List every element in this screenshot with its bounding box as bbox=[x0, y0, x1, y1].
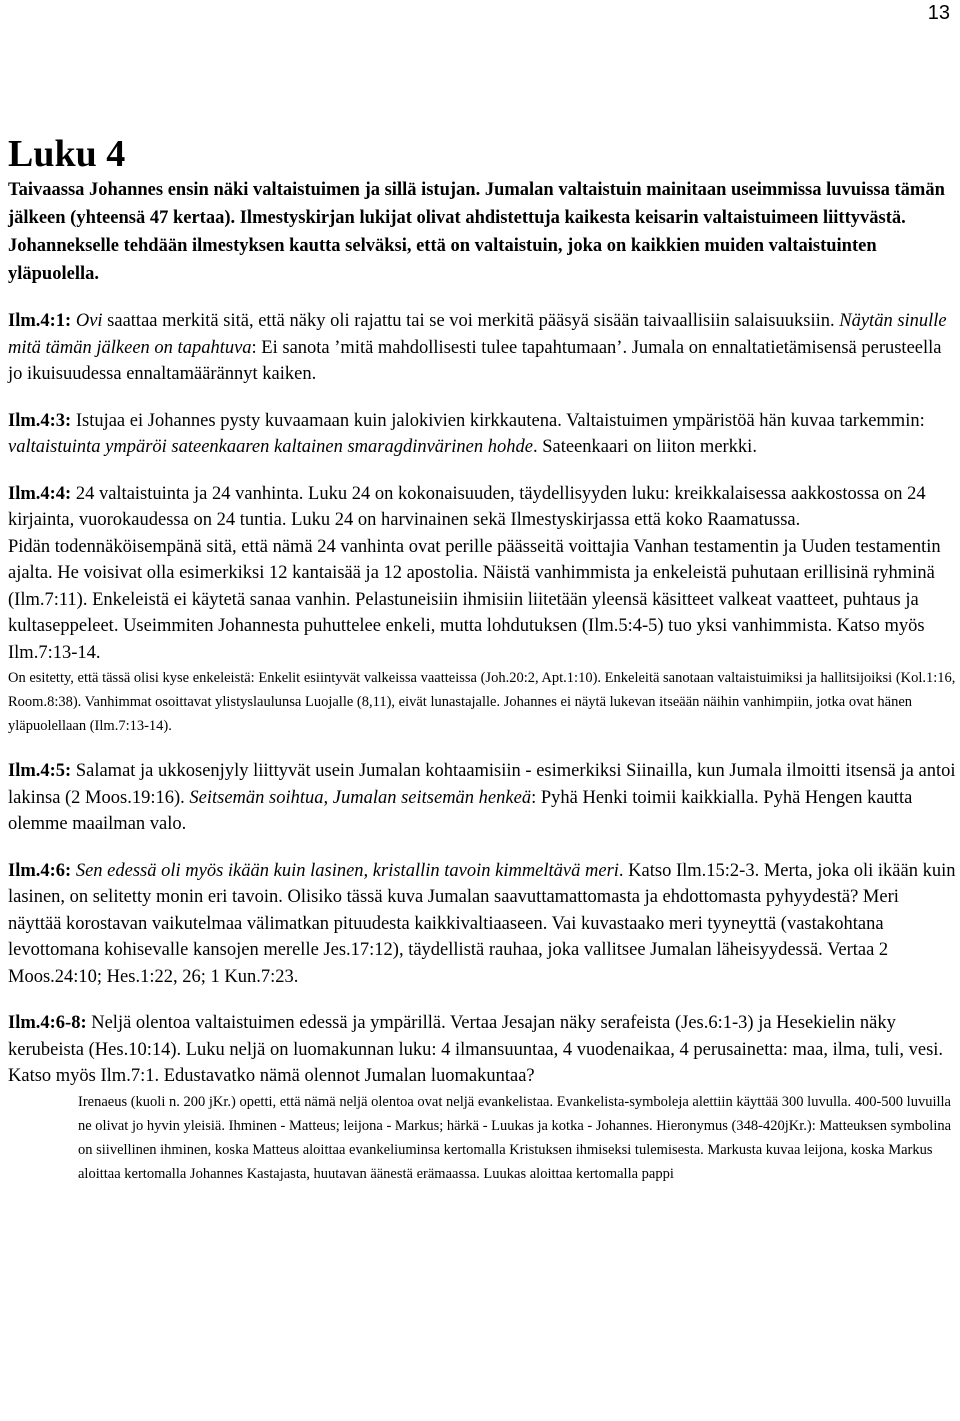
text: . Sateenkaari on liiton merkki. bbox=[532, 437, 757, 457]
text: : Ei sanota ’mitä mahdollisesti tulee tapahtumaan’. Jumala on ennaltatietämisensä perusteella jo ikuisuudessa ennaltamäärännyt kaiken. bbox=[8, 337, 942, 384]
page-number: 13 bbox=[927, 2, 950, 24]
paragraph-4-4 bbox=[8, 481, 956, 534]
text: Salamat ja ukkosenjyly liittyvät usein Jumalan kohtaamisiin - esimerkiksi Siinailla, kun Jumala ilmoitti itsensä ja antoi lakinsa (2 Moos.19:16). bbox=[8, 761, 956, 808]
verse-ref: Ilm.4:6-8: bbox=[8, 1013, 87, 1033]
text: . Katso Ilm.15:2-3. Merta, joka oli ikään kuin lasinen, on selitetty monin eri tavoin. Olisiko tässä kuva Jumalan saavuttamattomasta ja ehdottomasta pyhyydestä? Meri näyttää korostavan vaikutelmaa välimatkan pituudesta kaikkivaltiaaseen. Vai kuvastaako meri tyyneyttä (vastakohtana levottomana kohisevalle kansojen merelle Jes.17:12), täydellistä rauhaa, joka vallitsee Jumalan läheisyydessä. Vertaa 2 Moos.24:10; Hes.1:22, 26; 1 Kun.7:23. bbox=[8, 860, 956, 987]
quote: valtaistuinta ympäröi sateenkaaren kaltainen smaragdinvärinen hohde bbox=[8, 437, 533, 457]
paragraph-4-6-8 bbox=[8, 1010, 956, 1090]
text: 24 valtaistuinta ja 24 vanhinta. Luku 24 on kokonaisuuden, täydellisyyden luku: kreikkalaisessa aakkostossa on 24 kirjainta, vuorokaudessa on 24 tuntia. Luku 24 on harvinainen sekä Ilmestyskirjassa että koko Raamatussa. bbox=[8, 483, 926, 530]
intro-paragraph: Taivaassa Johannes ensin näki valtaistuimen ja sillä istujan. Jumalan valtaistuin mainitaan useimmissa luvuissa tämän jälkeen (yhteensä 47 kertaa). Ilmestyskirjan lukijat olivat ahdistettuja kaikesta keisarin valtaistuimeen liittyvästä. Johannekselle tehdään ilmestyksen kautta selväksi, että on valtaistuin, joka on kaikkien muiden valtaistuinten yläpuolella. bbox=[8, 180, 945, 284]
footnote-4-4: On esitetty, että tässä olisi kyse enkeleistä: Enkelit esiintyvät valkeissa vaatteissa (Joh.20:2, Apt.1:10). Enkeleitä sanotaan valtaistuimiksi ja hallitsijoiksi (Kol.1:16, Room.8:38). Vanhimmat osoittavat ylistyslaulunsa Luojalle (8,11), eivät lunastajalle. Johannes ei näytä lukevan itseään näihin vanhimpiin, jotka ovat hänen yläpuolellaan (Ilm.7:13-14). bbox=[8, 670, 956, 734]
quote: Sen edessä oli myös ikään kuin lasinen, kristallin tavoin kimmeltävä meri bbox=[75, 860, 619, 881]
paragraph-4-3 bbox=[8, 408, 956, 461]
verse-ref: Ilm.4:6: bbox=[8, 860, 72, 881]
verse-ref: Ilm.4:3: bbox=[8, 410, 72, 431]
quote: Seitsemän soihtua, Jumalan seitsemän henkeä bbox=[189, 787, 532, 808]
footnote-4-6-8: Irenaeus (kuoli n. 200 jKr.) opetti, että nämä neljä olentoa ovat neljä evankelistaa. Evankelista-symboleja alettiin käyttää 300 luvulla. 400-500 luvuilla ne olivat jo hyvin yleisiä. Ihminen - Matteus; leijona - Markus; härkä - Luukas ja kotka - Johannes. Hieronymus (348-420jKr.): Matteuksen symbolina on siivellinen ihminen, koska Matteus aloittaa evankeliuminsa kertomalla Kristuksen ihmiseksi tulemisesta. Markusta kuvaa leijona, koska Markus aloittaa kertomalla Johannes Kastajasta, huutavan äänestä erämaassa. Luukas aloittaa kertomalla pappi bbox=[78, 1093, 952, 1182]
quote: Ovi bbox=[75, 311, 103, 331]
verse-ref: Ilm.4:1: bbox=[8, 311, 72, 331]
document-body bbox=[8, 132, 956, 1186]
text: : Pyhä Henki toimii kaikkialla. Pyhä Hengen kautta olemme maailman valo. bbox=[8, 787, 913, 834]
quote: Näytän sinulle mitä tämän jälkeen on tapahtuva bbox=[8, 311, 947, 358]
paragraph-4-5 bbox=[8, 758, 956, 838]
paragraph-4-6 bbox=[8, 858, 956, 991]
verse-ref: Ilm.4:5: bbox=[8, 761, 72, 781]
paragraph-4-4-continued: Pidän todennäköisempänä sitä, että nämä 24 vanhinta ovat perille päässeitä voittajia Vanhan testamentin ja Uuden testamentin ajalta. He voisivat olla esimerkiksi 12 kantaisää ja 12 apostolia. Näistä vanhimmista ja enkeleistä puhutaan erillisinä ryhminä (Ilm.7:11). Enkeleistä ei käytetä sanaa vanhin. Pelastuneisiin ihmisiin liitetään yleensä käsitteet valkeat vaatteet, puhtaus ja kultaseppeleet. Useimmiten Johannesta puhuttelee enkeli, mutta lohdutuksen (Ilm.5:4-5) tuo yksi vanhimmista. Katso myös Ilm.7:13-14. bbox=[8, 536, 941, 663]
chapter-heading: Luku 4 bbox=[8, 133, 126, 175]
text: Neljä olentoa valtaistuimen edessä ja ympärillä. Vertaa Jesajan näky serafeista (Jes.6:1-3) ja Hesekielin näky kerubeista (Hes.10:14). Luku neljä on luomakunnan luku: 4 ilmansuuntaa, 4 vuodenaikaa, 4 perusainetta: maa, ilma, tuli, vesi. Katso myös Ilm.7:1. Edustavatko nämä olennot Jumalan luomakuntaa? bbox=[8, 1013, 944, 1086]
text: Istujaa ei Johannes pysty kuvaamaan kuin jalokivien kirkkautena. Valtaistuimen ympäristöä hän kuvaa tarkemmin: bbox=[71, 410, 925, 431]
text: saattaa merkitä sitä, että näky oli rajattu tai se voi merkitä pääsyä sisään taivaallisiin salaisuuksiin. bbox=[102, 311, 840, 331]
paragraph-4-1 bbox=[8, 308, 956, 388]
verse-ref: Ilm.4:4: bbox=[8, 483, 72, 504]
